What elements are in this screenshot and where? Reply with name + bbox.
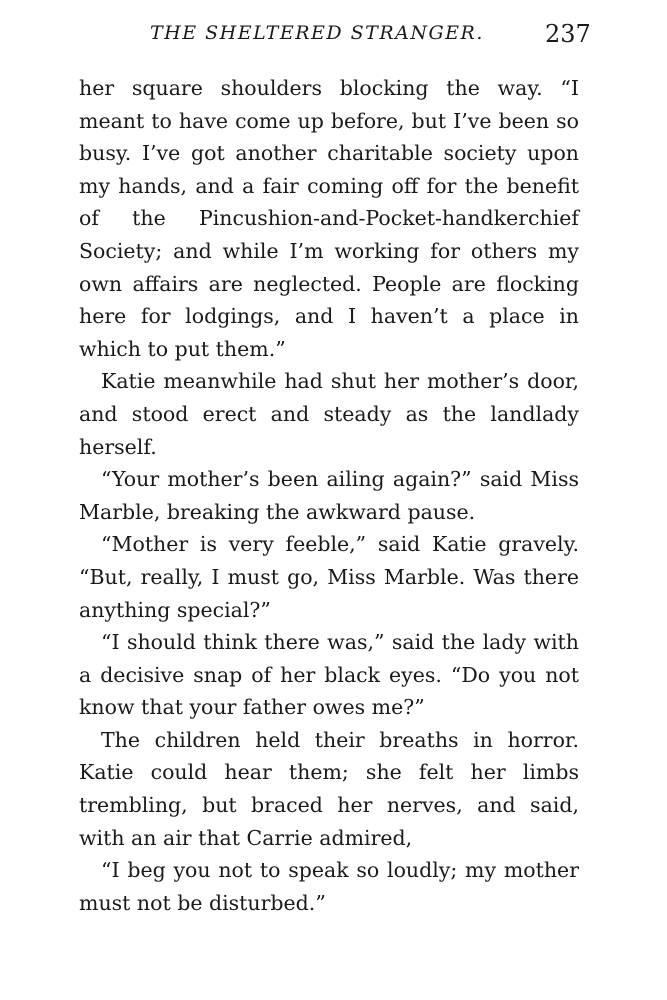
- paragraph-6: The children held their breaths in horror. Katie could hear them; she felt her limbs trembling, but braced her nerves, and said, with an air that Carrie admired,: [79, 727, 579, 850]
- paragraph-7: “I beg you not to speak so loudly; my mother must not be disturbed.”: [79, 858, 579, 915]
- page-number: 237: [545, 20, 591, 48]
- paragraph-3: “Your mother’s been ailing again?” said Miss Marble, breaking the awkward pause.: [79, 467, 579, 524]
- paragraph-5: “I should think there was,” said the lady with a decisive snap of her black eyes. “Do you not know that your father owes me?”: [79, 630, 579, 720]
- paragraph-1: her square shoulders blocking the way. “I meant to have come up before, but I’ve been so busy. I’ve got another charitable society upon my hands, and a fair coming off for the benefit of the Pincushion-and-Pocket-handkerchief Society; and while I’m working for others my own affairs are neglected. People are flocking here for lodgings, and I haven’t a place in which to put them.”: [79, 76, 579, 361]
- body-text: [79, 72, 579, 919]
- running-head: [0, 22, 667, 52]
- paragraph-2: Katie meanwhile had shut her mother’s door, and stood erect and steady as the landlady herself.: [79, 369, 579, 459]
- paragraph-4: “Mother is very feeble,” said Katie gravely. “But, really, I must go, Miss Marble. Was there anything special?”: [79, 532, 579, 622]
- running-title: THE SHELTERED STRANGER.: [150, 22, 484, 44]
